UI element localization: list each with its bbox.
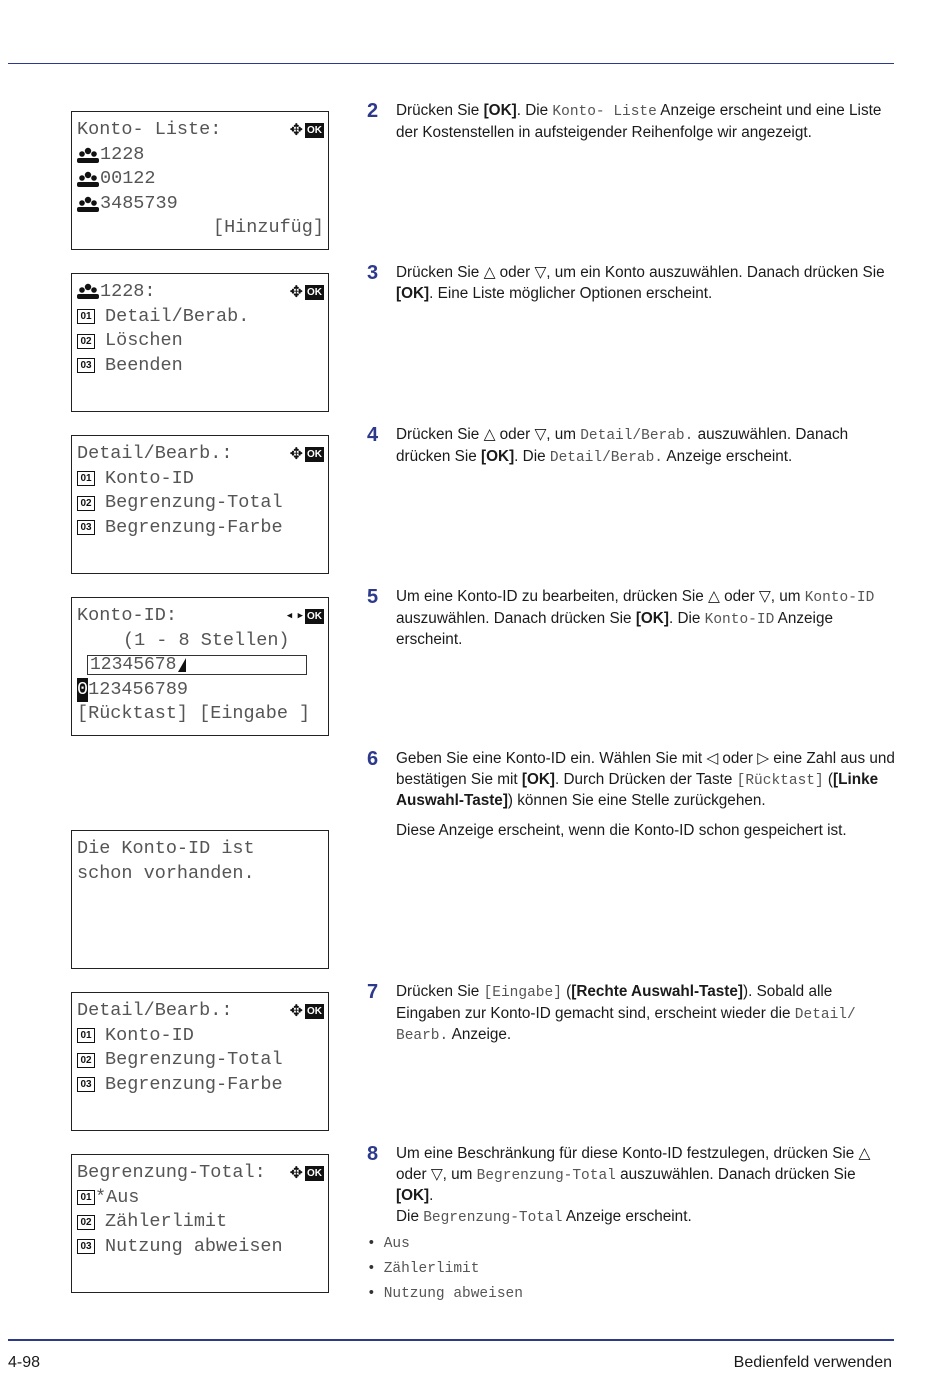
step-note: Diese Anzeige erscheint, wenn die Konto-ID schon gespeichert ist. (396, 821, 847, 839)
option-number-icon: 01 (77, 1028, 95, 1043)
option-number-icon: 02 (77, 496, 95, 511)
menu-option[interactable] (77, 1235, 324, 1260)
menu-option[interactable] (77, 1186, 324, 1211)
konto-id-input[interactable] (87, 655, 307, 675)
lcd-screen-konto-liste (71, 111, 329, 250)
softkey-add[interactable]: [Hinzufüg] (212, 217, 324, 238)
account-row[interactable]: 3485739 (100, 192, 178, 214)
lcd-screen-begrenzung-total (71, 1154, 329, 1293)
option-label: *Aus (95, 1186, 140, 1208)
step-number: 7 (367, 981, 379, 1003)
footer-rule (8, 1339, 894, 1341)
option-label: Löschen (105, 330, 183, 351)
step-4: 4 Drücken Sie △ oder ▽, um Detail/Berab. auszuwählen. Danach drücken Sie [OK]. Die Detail/Berab. Anzeige erscheint. (367, 424, 849, 466)
option-number-icon: 03 (77, 358, 95, 373)
lcd-screen-detail-bearb-return (71, 992, 329, 1131)
softkeys[interactable]: [Rücktast] [Eingabe ] (77, 703, 311, 724)
option-number-icon: 01 (77, 471, 95, 486)
header-rule (8, 63, 894, 64)
entry-value: 12345678 (90, 655, 177, 675)
option-number-icon: 01 (77, 1190, 95, 1205)
screen-title: Konto- Liste: (77, 119, 222, 140)
left-right-ok-icon: ◀ ▶ OK (286, 610, 322, 622)
lcd-screen-id-exists (71, 830, 329, 969)
screen-title: Begrenzung-Total: (77, 1162, 266, 1183)
nav-ok-icon: ✥ OK (289, 1163, 322, 1182)
screen-title: 1228: (100, 281, 156, 302)
screen-title: Detail/Bearb.: (77, 1000, 233, 1021)
menu-option[interactable] (77, 305, 324, 330)
account-row[interactable]: 1228 (100, 143, 145, 165)
option-label: Begrenzung-Total (105, 1049, 283, 1070)
menu-option[interactable] (77, 467, 324, 492)
option-number-icon: 01 (77, 309, 95, 324)
menu-option[interactable] (77, 1210, 324, 1235)
option-bullet-list (367, 1232, 895, 1307)
menu-option[interactable] (77, 1048, 324, 1073)
step-number: 2 (367, 100, 379, 122)
option-label: Konto-ID (105, 467, 194, 489)
step-3: 3 Drücken Sie △ oder ▽, um ein Konto auszuwählen. Danach drücken Sie [OK]. Eine Liste möglicher Optionen erscheint. (367, 262, 885, 302)
option-label: Konto-ID (105, 1024, 194, 1046)
account-group-icon (77, 195, 99, 213)
character-selector[interactable] (77, 678, 324, 703)
menu-option[interactable] (77, 1073, 324, 1098)
cursor-icon (178, 658, 186, 672)
nav-ok-icon: ✥ OK (289, 444, 322, 463)
account-row[interactable]: 00122 (100, 168, 156, 189)
step-5: 5 Um eine Konto-ID zu bearbeiten, drücken Sie △ oder ▽, um Konto-ID auszuwählen. Danach drücken Sie [OK]. Die Konto-ID Anzeige erscheint. (367, 586, 875, 648)
step-number: 4 (367, 424, 379, 446)
option-label: Beenden (105, 354, 183, 376)
message-line: Die Konto-ID ist (77, 838, 255, 859)
nav-ok-icon: ✥ OK (289, 1001, 322, 1020)
digits-hint: (1 - 8 Stellen) (123, 629, 290, 651)
account-group-icon (77, 170, 99, 188)
option-number-icon: 03 (77, 1239, 95, 1254)
list-item: • Aus (367, 1232, 895, 1257)
page-number: 4-98 (8, 1354, 41, 1371)
step-number: 8 (367, 1143, 379, 1165)
step-7: 7 Drücken Sie [Eingabe] ([Rechte Auswahl-Taste]). Sobald alle Eingaben zur Konto-ID gemacht sind, erscheint wieder die Detail/ Bearb. Anzeige. (367, 981, 856, 1044)
step-number: 6 (367, 748, 379, 770)
step-8: 8 Um eine Beschränkung für diese Konto-ID festzulegen, drücken Sie △ oder ▽, um Begrenzung-Total auszuwählen. Danach drücken Sie [OK]. Die Begrenzung-Total Anzeige erscheint. • Aus • Zählerlimit • Nutzung abweisen (367, 1144, 895, 1307)
option-label: Nutzung abweisen (105, 1235, 283, 1257)
selected-character: 0 (77, 678, 88, 703)
option-label: Begrenzung-Total (105, 492, 283, 513)
option-label: Zählerlimit (105, 1211, 228, 1232)
menu-option[interactable] (77, 354, 324, 379)
option-number-icon: 03 (77, 520, 95, 535)
account-group-icon (77, 282, 99, 300)
message-line: schon vorhanden. (77, 862, 255, 884)
option-number-icon: 02 (77, 334, 95, 349)
step-number: 3 (367, 262, 379, 284)
lcd-screen-konto-id-entry (71, 597, 329, 736)
lcd-screen-account-options (71, 273, 329, 412)
option-number-icon: 02 (77, 1215, 95, 1230)
option-label: Begrenzung-Farbe (105, 516, 283, 538)
step-2: 2 Drücken Sie [OK]. Die Konto- Liste Anzeige erscheint und eine Liste der Kostenstellen in aufsteigender Reihenfolge wir angezeigt. (367, 100, 882, 141)
list-item: • Nutzung abweisen (367, 1282, 895, 1307)
screen-title: Konto-ID: (77, 605, 177, 626)
option-number-icon: 02 (77, 1053, 95, 1068)
option-label: Begrenzung-Farbe (105, 1073, 283, 1095)
list-item: • Zählerlimit (367, 1257, 895, 1282)
option-label: Detail/Berab. (105, 305, 250, 327)
account-group-icon (77, 146, 99, 164)
step-6: 6 Geben Sie eine Konto-ID ein. Wählen Sie mit ◁ oder ▷ eine Zahl aus und bestätigen Sie mit [OK]. Durch Drücken der Taste [Rücktast] ([Linke Auswahl-Taste]) können Sie eine Stelle zurückgehen. Diese Anzeige erscheint, wenn die Konto-ID schon gespeichert ist. (367, 749, 895, 841)
menu-option[interactable] (77, 329, 324, 354)
step-number: 5 (367, 586, 379, 608)
nav-ok-icon: ✥ OK (289, 282, 322, 301)
option-number-icon: 03 (77, 1077, 95, 1092)
nav-ok-icon: ✥ OK (289, 120, 322, 139)
lcd-screen-detail-bearb (71, 435, 329, 574)
character-set: 123456789 (88, 678, 189, 700)
menu-option[interactable] (77, 491, 324, 516)
screen-title: Detail/Bearb.: (77, 443, 233, 464)
menu-option[interactable] (77, 1024, 324, 1049)
section-title: Bedienfeld verwenden (733, 1354, 892, 1371)
menu-option[interactable] (77, 516, 324, 541)
